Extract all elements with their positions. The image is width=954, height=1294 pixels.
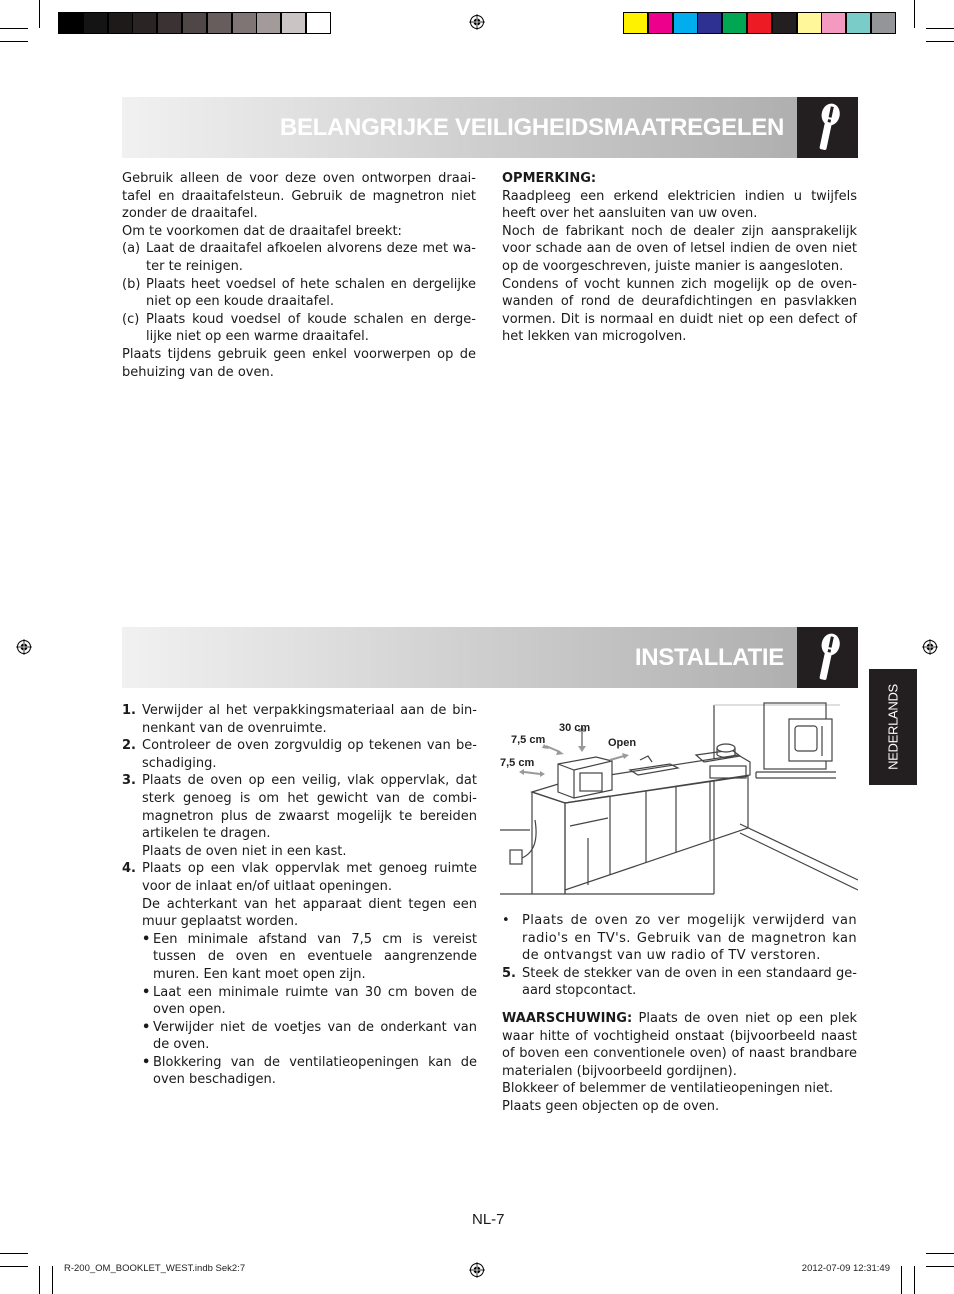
gray-swatch <box>182 12 207 34</box>
color-swatch <box>871 12 896 34</box>
color-swatch <box>722 12 747 34</box>
gray-swatch <box>306 12 331 34</box>
gray-swatch <box>256 12 281 34</box>
list-text: Plaats op een vlak oppervlak met genoeg ruimte voor de inlaat en/of uitlaat openingen. <box>142 861 477 894</box>
gray-swatch <box>83 12 108 34</box>
gray-swatch <box>157 12 182 34</box>
gray-swatch <box>207 12 232 34</box>
bullet-icon: • <box>502 913 510 928</box>
list-label: (c) <box>122 311 140 327</box>
paragraph: Gebruik alleen de voor deze oven ontworpen draaitafel en draaitafelsteun. Gebruik de magnetron niet zonder de draaitafel. <box>122 171 476 222</box>
gray-swatch <box>58 12 83 34</box>
paragraph: Plaats tijdens gebruik geen enkel voorwerpen op de behuizing van de oven. <box>122 346 476 380</box>
crop-mark <box>52 1266 53 1294</box>
crop-mark <box>39 0 40 28</box>
paragraph: Condens of vocht kunnen zich mogelijk op de ovenwanden of rond de deurafdichtingen en pasvlakken vormen. Dit is normaal en duidt niet op een defect of het lekken van microgolven. <box>502 276 857 345</box>
bullet-icon: • <box>142 1054 151 1070</box>
clearance-side-label: 7,5 cm <box>511 734 546 746</box>
list-text: Controleer de oven zorgvuldig op tekenen van beschadiging. <box>142 738 477 771</box>
open-side-label: Open <box>608 737 637 749</box>
installation-right-column <box>502 912 857 1116</box>
installation-left-column <box>122 702 477 1089</box>
warning-paragraph <box>502 1010 857 1080</box>
section-banner-safety <box>122 97 858 158</box>
paragraph: Raadpleeg een erkend elektricien indien u twijfels heeft over het aansluiten van uw oven. <box>502 188 857 222</box>
info-pen-icon <box>797 97 858 158</box>
footer-timestamp: 2012-07-09 12:31:49 <box>801 1263 890 1274</box>
list-text: Plaats koud voedsel of koude schalen en dergelijke niet op een warme draaitafel. <box>146 311 476 345</box>
section-title: BELANGRIJKE VEILIGHEIDSMAATREGELEN <box>279 114 784 141</box>
gray-swatch <box>232 12 257 34</box>
safety-right-column <box>502 170 857 346</box>
paragraph: Om te voorkomen dat de draaitafel breekt: <box>122 223 402 239</box>
paragraph: Noch de fabrikant noch de dealer zijn aansprakelijk voor schade aan de oven of letsel indien de oven niet op de voorgeschreven, juiste manier is aangesloten. <box>502 223 857 274</box>
bullet-icon: • <box>142 984 151 1000</box>
list-item <box>122 737 477 772</box>
page-number: NL-7 <box>472 1211 505 1228</box>
list-text: Steek de stekker van de oven in een standaard geaard stopcontact. <box>522 965 857 999</box>
kitchen-installation-diagram <box>500 700 858 900</box>
note-heading: OPMERKING: <box>502 171 597 186</box>
paragraph: Blokkeer of belemmer de ventilatieopeningen niet. <box>502 1081 834 1097</box>
registration-mark-icon <box>922 639 938 655</box>
list-item <box>122 240 476 275</box>
crop-mark <box>914 0 915 28</box>
color-swatch <box>846 12 871 34</box>
list-text: Laat de draaitafel afkoelen alvorens deze met water te reinigen. <box>146 241 476 274</box>
clearance-side-label: 7,5 cm <box>500 757 535 769</box>
crop-mark <box>39 1266 40 1294</box>
bullet-icon: • <box>142 931 151 947</box>
crop-mark <box>926 1253 954 1254</box>
list-item <box>502 965 857 1000</box>
list-text: Verwijder al het verpakkingsmateriaal aan de binnenkant van de ovenruimte. <box>142 703 477 736</box>
crop-mark <box>0 1266 28 1267</box>
list-text: Plaats heet voedsel of hete schalen en dergelijke niet op een koude draaitafel. <box>146 276 476 310</box>
list-label: 2. <box>122 738 136 754</box>
crop-mark <box>914 1266 915 1294</box>
bullet-item <box>142 1054 477 1089</box>
warning-text: Plaats de oven niet op een plek waar hitte of vochtigheid onstaat (bijvoorbeeld naast of boven een conventionele oven) of naast brandbare materialen (bijvoorbeeld gordijnen). <box>502 1010 857 1079</box>
gray-swatch <box>281 12 306 34</box>
list-label: 3. <box>122 773 136 789</box>
crop-mark <box>926 41 954 42</box>
list-item <box>122 702 477 737</box>
registration-mark-icon <box>469 1262 485 1278</box>
crop-mark <box>926 1266 954 1267</box>
bullet-list <box>142 931 477 1089</box>
list-text-extra: Plaats de oven niet in een kast. <box>142 843 347 859</box>
color-swatch <box>821 12 846 34</box>
language-tab <box>869 669 917 785</box>
clearance-top-label: 30 cm <box>559 722 591 734</box>
color-swatch <box>648 12 673 34</box>
list-text: Plaats de oven op een veilig, vlak oppervlak, dat sterk genoeg is om het gewicht van de combimagnetron plus de zwaarst mogelijk te bereiden artikelen te dragen. <box>142 773 477 842</box>
list-text-extra: De achterkant van het apparaat dient tegen een muur geplaatst worden. <box>142 896 477 930</box>
bullet-item <box>142 931 477 984</box>
bullet-item <box>502 912 857 965</box>
section-banner-installation <box>122 627 858 688</box>
list-item <box>122 772 477 860</box>
info-pen-icon <box>797 627 858 688</box>
bullet-item <box>142 1019 477 1054</box>
bullet-item <box>142 984 477 1019</box>
registration-mark-icon <box>469 14 485 30</box>
list-label: 4. <box>122 861 136 877</box>
color-swatch <box>697 12 722 34</box>
footer-file-info: R-200_OM_BOOKLET_WEST.indb Sek2:7 <box>64 1263 246 1274</box>
color-swatch <box>797 12 822 34</box>
safety-left-column <box>122 170 476 381</box>
list-label: (a) <box>122 241 141 257</box>
crop-mark <box>0 1253 28 1254</box>
bullet-text: Een minimale afstand van 7,5 cm is vereist tussen de oven en eventuele aangrenzende muren. Een kant moet open zijn. <box>153 931 477 982</box>
list-text-block <box>142 772 477 860</box>
list-text-block <box>142 860 477 1089</box>
section-title: INSTALLATIE <box>634 644 784 671</box>
list-item <box>122 860 477 1089</box>
list-item <box>122 276 476 311</box>
list-label: (b) <box>122 276 141 292</box>
list-label: 5. <box>502 965 516 981</box>
bullet-icon: • <box>142 1019 151 1035</box>
language-tab-label: NEDERLANDS <box>885 684 901 770</box>
paragraph: Plaats geen objecten op de oven. <box>502 1098 720 1114</box>
color-swatch <box>623 12 648 34</box>
gray-swatch <box>108 12 133 34</box>
color-swatch <box>673 12 698 34</box>
gray-swatch <box>132 12 157 34</box>
bullet-text: Laat een minimale ruimte van 30 cm boven de oven open. <box>153 984 477 1018</box>
crop-mark <box>901 1266 902 1294</box>
bullet-text: Verwijder niet de voetjes van de onderkant van de oven. <box>153 1019 477 1053</box>
bullet-text: Blokkering van de ventilatieopeningen kan de oven beschadigen. <box>153 1054 477 1088</box>
crop-mark <box>0 28 28 29</box>
list-label: 1. <box>122 703 136 718</box>
color-swatch <box>747 12 772 34</box>
color-swatch <box>772 12 797 34</box>
crop-mark <box>926 28 954 29</box>
registration-mark-icon <box>16 639 32 655</box>
crop-mark <box>0 41 28 42</box>
bullet-text: Plaats de oven zo ver mogelijk verwijderd van radio's en TV's. Gebruik van de magnetron kan de ontvangst van uw radio of TV verstoren. <box>522 913 857 964</box>
list-item <box>122 311 476 346</box>
warning-label: WAARSCHUWING: <box>502 1010 633 1026</box>
